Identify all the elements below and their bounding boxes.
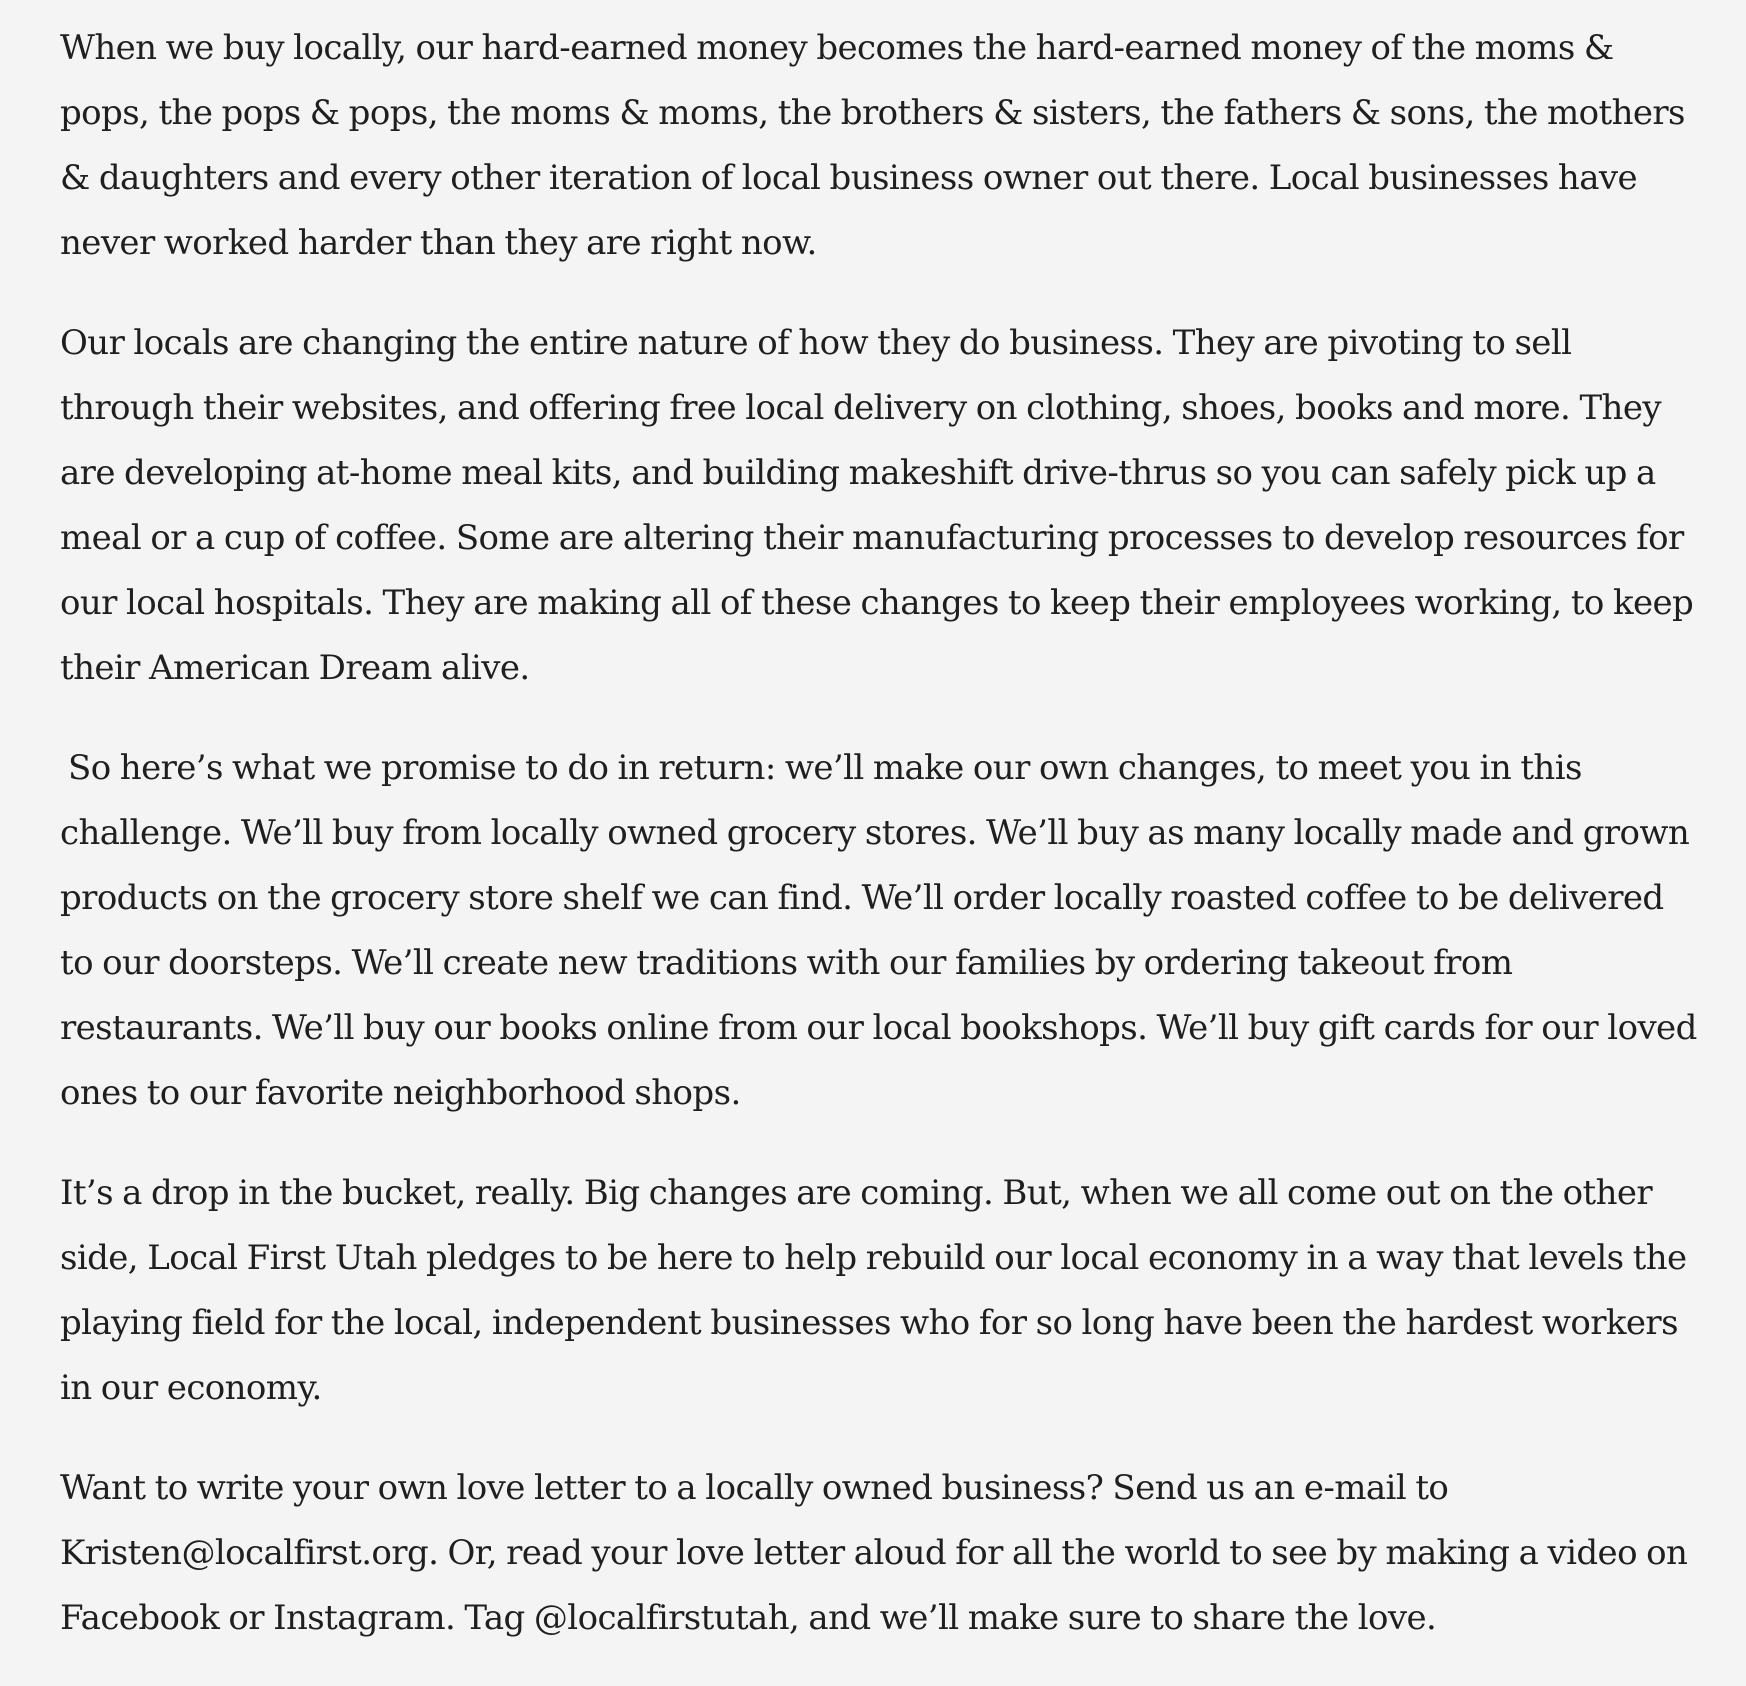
paragraph-drop-in-bucket: It’s a drop in the bucket, really. Big changes are coming. But, when we all come out on the other side, Local First Utah pledges to be here to help rebuild our local economy in a way that levels the playing field for the local, independent businesses who for so long have been the hardest workers in our economy. — [60, 1173, 1687, 1408]
closing-text-before-email: Want to write your own love letter to a locally owned business? Send us an e-mail to — [60, 1468, 1449, 1508]
closing-text-end: , and we’ll make sure to share the love. — [789, 1598, 1437, 1638]
article-body — [60, 16, 1700, 1686]
email-address: Kristen@localfirst.org — [60, 1533, 429, 1573]
closing-text-after-email: . Or, read your love letter aloud for all the world to see by making a video on Facebook or Instagram. Tag — [60, 1533, 1688, 1638]
paragraph-buy-locally: When we buy locally, our hard-earned money becomes the hard-earned money of the moms & pops, the pops & pops, the moms & moms, the brothers & sisters, the fathers & sons, the mothers & daughters and every other iteration of local business owner out there. Local businesses have never worked harder than they are right now. — [60, 28, 1685, 263]
social-handle: @localfirstutah — [533, 1598, 789, 1638]
paragraph-our-promise: So here’s what we promise to do in return: we’ll make our own changes, to meet you in this challenge. We’ll buy from locally owned grocery stores. We’ll buy as many locally made and grown products on the grocery store shelf we can find. We’ll order locally roasted coffee to be delivered to our doorsteps. We’ll create new traditions with our families by ordering takeout from restaurants. We’ll buy our books online from our local bookshops. We’ll buy gift cards for our loved ones to our favorite neighborhood shops. — [60, 748, 1697, 1113]
paragraph-locals-changing: Our locals are changing the entire nature of how they do business. They are pivoting to sell through their websites, and offering free local delivery on clothing, shoes, books and more. They are developing at-home meal kits, and building makeshift drive-thrus so you can safely pick up a meal or a cup of coffee. Some are altering their manufacturing processes to develop resources for our local hospitals. They are making all of these changes to keep their employees working, to keep their American Dream alive. — [60, 323, 1694, 688]
paragraph-love-letter-invite — [60, 1456, 1700, 1651]
